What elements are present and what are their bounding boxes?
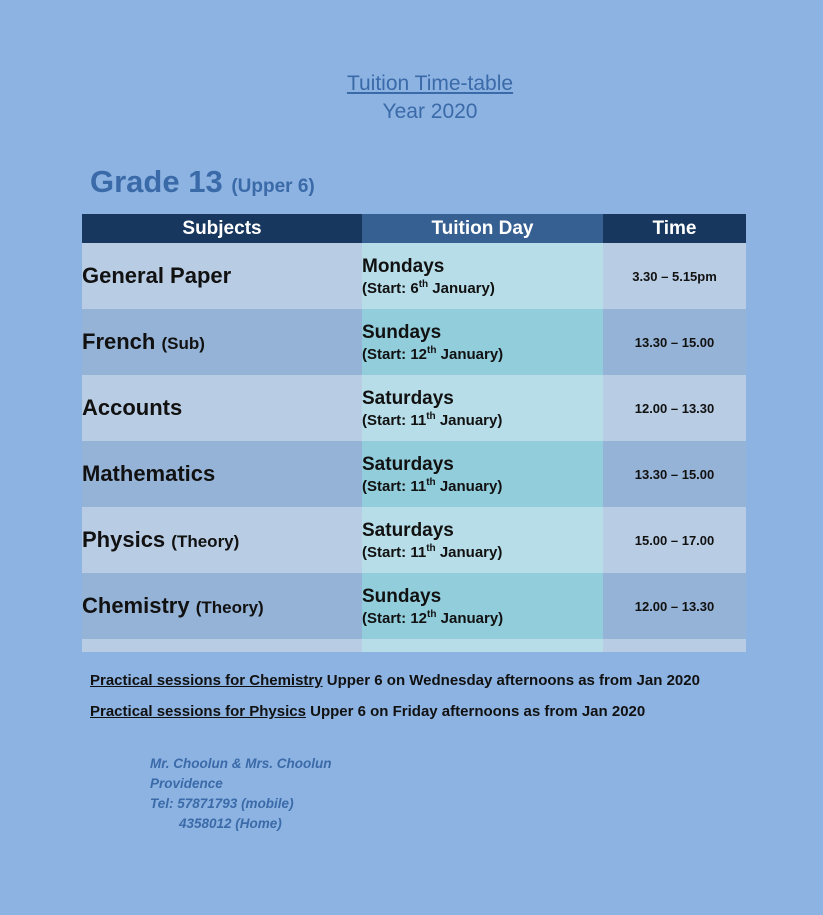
time-cell: 3.30 – 5.15pm [603, 243, 746, 309]
table-row [82, 441, 746, 507]
day-name: Saturdays [362, 387, 454, 409]
day-name: Saturdays [362, 453, 454, 475]
table-row [82, 507, 746, 573]
time-cell: 13.30 – 15.00 [603, 309, 746, 375]
start-date: (Start: 11th January) [362, 410, 503, 429]
day-cell [362, 441, 603, 507]
subject-name: French [82, 329, 156, 354]
time-cell: 12.00 – 13.30 [603, 573, 746, 639]
day-cell [362, 507, 603, 573]
timetable [82, 214, 746, 652]
subject-name: Chemistry [82, 593, 190, 618]
contact-place: Providence [150, 776, 223, 791]
practical-notes [90, 672, 700, 734]
subject-cell [82, 375, 362, 441]
start-date: (Start: 6th January) [362, 278, 495, 297]
day-cell [362, 309, 603, 375]
contact-home: 4358012 (Home) [179, 816, 282, 831]
subject-name: General Paper [82, 263, 232, 288]
day-cell [362, 243, 603, 309]
day-name: Sundays [362, 321, 442, 343]
table-header-row [82, 214, 746, 243]
day-name: Sundays [362, 585, 442, 607]
header-time: Time [603, 214, 746, 243]
year-subtitle: Year 2020 [382, 100, 478, 123]
day-cell [362, 573, 603, 639]
subject-qualifier: (Theory) [195, 598, 264, 617]
contact-block [150, 754, 331, 834]
day-name: Mondays [362, 255, 445, 277]
header-subjects: Subjects [82, 214, 362, 243]
table-tail-row [82, 639, 746, 652]
table-row [82, 375, 746, 441]
time-cell: 15.00 – 17.00 [603, 507, 746, 573]
start-date: (Start: 11th January) [362, 542, 503, 561]
subject-cell [82, 441, 362, 507]
subject-cell [82, 507, 362, 573]
note-physics: Practical sessions for Physics Upper 6 on Friday afternoons as from Jan 2020 [90, 703, 646, 720]
table-row [82, 243, 746, 309]
subject-qualifier: (Theory) [171, 532, 240, 551]
time-cell: 13.30 – 15.00 [603, 441, 746, 507]
time-cell: 12.00 – 13.30 [603, 375, 746, 441]
subject-name: Physics [82, 527, 166, 552]
contact-names: Mr. Choolun & Mrs. Choolun [150, 756, 332, 771]
grade-label: Grade 13 [90, 164, 223, 199]
grade-level: (Upper 6) [231, 176, 315, 197]
day-cell [362, 375, 603, 441]
subject-qualifier: (Sub) [161, 334, 205, 353]
note-chemistry: Practical sessions for Chemistry Upper 6 on Wednesday afternoons as from Jan 2020 [90, 672, 700, 689]
subject-cell [82, 573, 362, 639]
start-date: (Start: 12th January) [362, 608, 504, 627]
day-name: Saturdays [362, 519, 454, 541]
page-title: Tuition Time-table [346, 72, 514, 95]
contact-mobile: Tel: 57871793 (mobile) [150, 796, 294, 811]
grade-heading [90, 164, 315, 200]
subject-name: Mathematics [82, 461, 216, 486]
table-row [82, 573, 746, 639]
title-block [0, 70, 823, 126]
subject-name: Accounts [82, 395, 183, 420]
table-row [82, 309, 746, 375]
start-date: (Start: 12th January) [362, 344, 504, 363]
start-date: (Start: 11th January) [362, 476, 503, 495]
subject-cell [82, 309, 362, 375]
subject-cell [82, 243, 362, 309]
header-tuition-day: Tuition Day [362, 214, 603, 243]
